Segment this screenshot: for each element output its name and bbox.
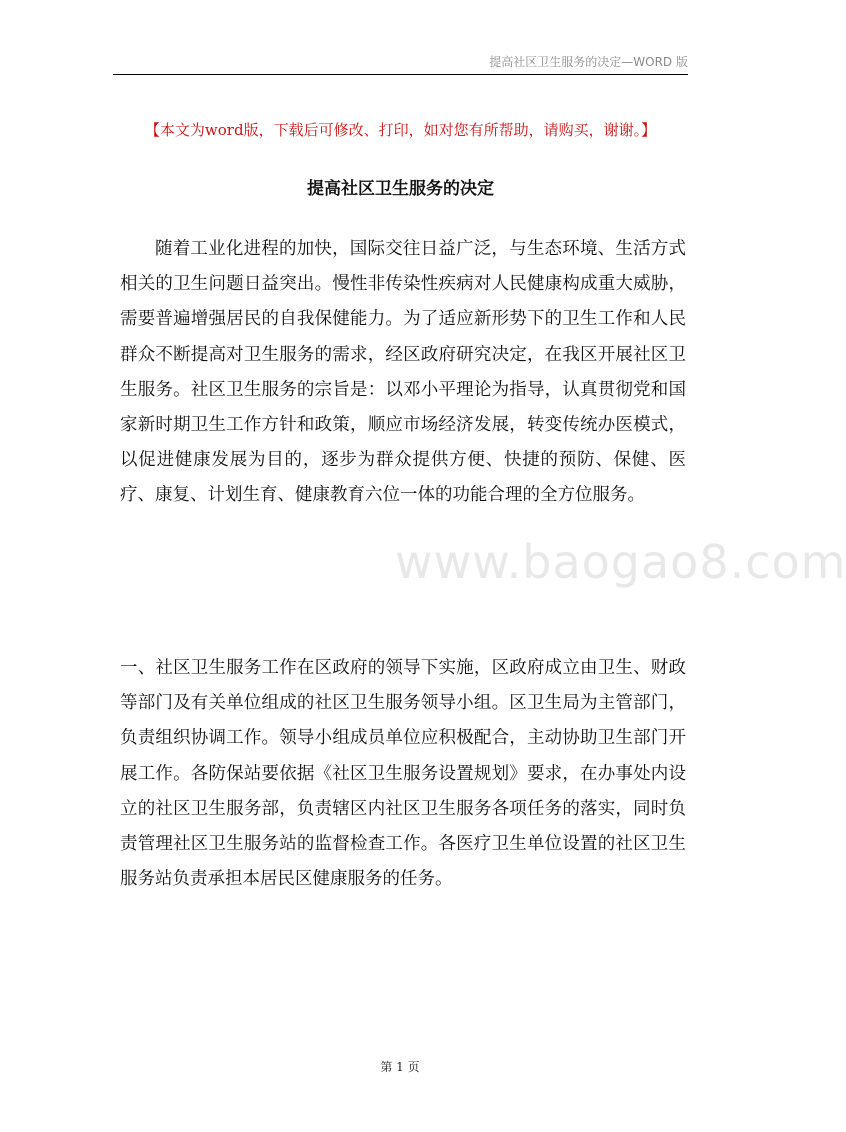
body-paragraph-section-one: 一、社区卫生服务工作在区政府的领导下实施，区政府成立由卫生、财政等部门及有关单位组成的社区卫生服务领导小组。区卫生局为主管部门，负责组织协调工作。领导小组成员单位应积极配合，主动协助卫生部门开展工作。各防保站要依据《社区卫生服务设置规划》要求，在办事处内设立的社区卫生服务部，负责辖区内社区卫生服务各项任务的落实，同时负责管理社区卫生服务站的监督检查工作。各医疗卫生单位设置的社区卫生服务站负责承担本居民区健康服务的任务。 — [120, 658, 686, 890]
purchase-notice: 【本文为word版，下载后可修改、打印，如对您有所帮助，请购买，谢谢。】 — [144, 121, 657, 139]
body-paragraph-intro: 随着工业化进程的加快，国际交往日益广泛，与生态环境、生活方式相关的卫生问题日益突出。慢性非传染性疾病对人民健康构成重大威胁，需要普遍增强居民的自我保健能力。为了适应新形势下的卫生工作和人民群众不断提高对卫生服务的需求，经区政府研究决定，在我区开展社区卫生服务。社区卫生服务的宗旨是：以邓小平理论为指导，认真贯彻党和国家新时期卫生工作方针和政策，顺应市场经济发展，转变传统办医模式，以促进健康发展为目的，逐步为群众提供方便、快捷的预防、保健、医疗、康复、计划生育、健康教育六位一体的功能合理的全方位服务。 — [120, 239, 686, 506]
document-title: 提高社区卫生服务的决定 — [307, 179, 494, 199]
running-header: 提高社区卫生服务的决定—WORD 版 — [489, 55, 688, 69]
page-number: 第 1 页 — [380, 1060, 420, 1074]
watermark-text: www.baogao8.com — [395, 535, 846, 589]
header-divider — [113, 74, 688, 75]
